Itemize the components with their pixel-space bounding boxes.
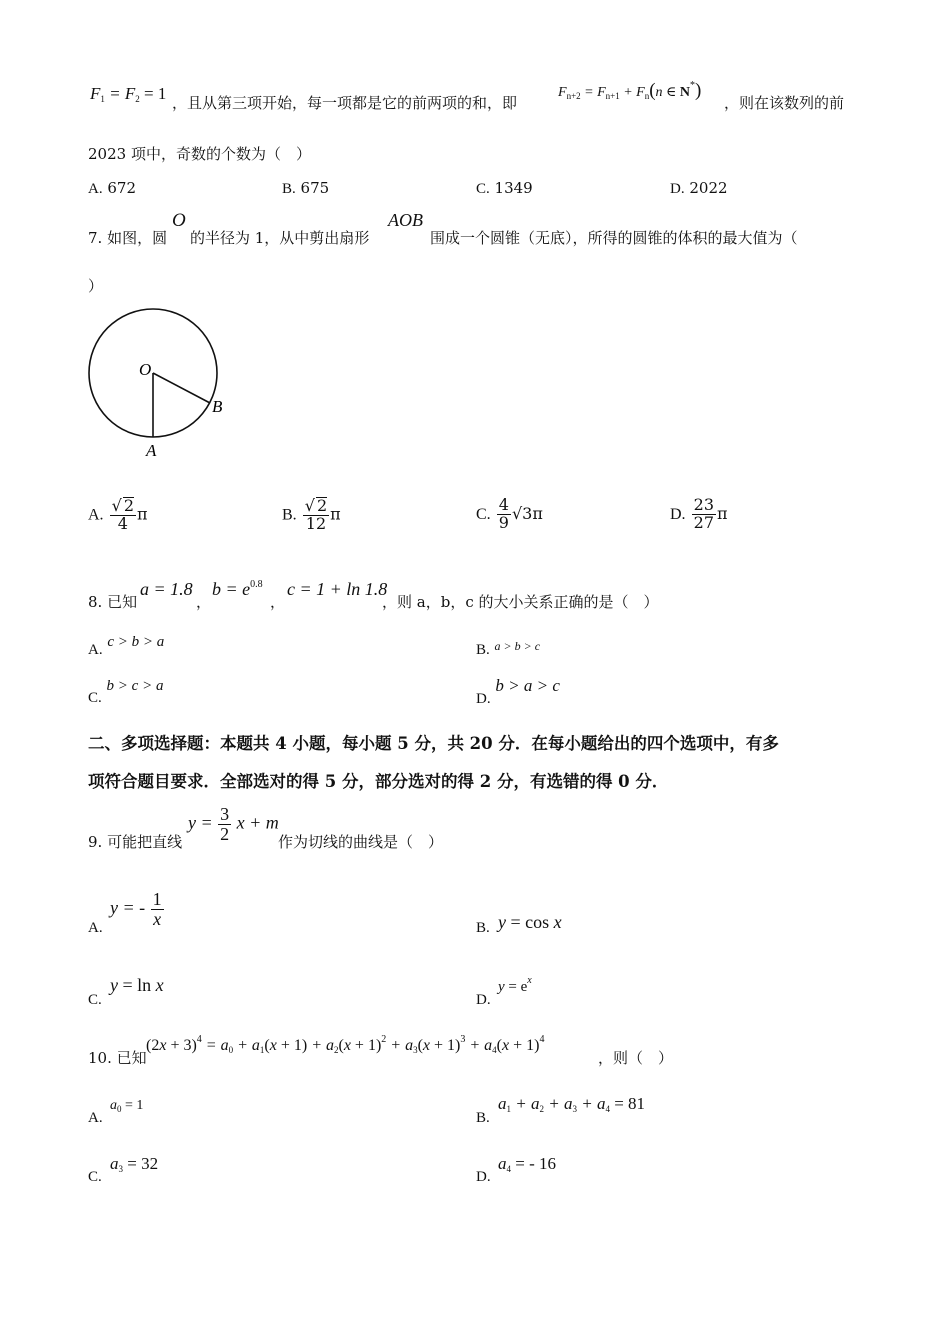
q8-comma-1: ， <box>196 593 212 611</box>
q7-end: 围成一个圆锥（无底），所得的圆锥的体积的最大值为（ <box>430 229 798 247</box>
q9-option-b-formula: y = cos x <box>498 912 562 932</box>
q10-option-d-formula: $a_4$ = - 16 <box>498 1154 556 1174</box>
q6-formula-f1f2: $F_1 = F_2 = 1$ <box>90 84 167 104</box>
q9-end: 作为切线的曲线是（ ） <box>278 833 444 851</box>
q9-option-a-formula: y = - $\frac{1}{x}$ <box>110 889 162 929</box>
q7-option-a: A. $\frac{√ 2}{4}$ π <box>88 496 148 533</box>
q9-prefix: 9. 可能把直线 <box>88 833 183 851</box>
q7-mid: 的半径为 1，从中剪出扇形 <box>190 229 370 247</box>
q8-c: c = 1 + ln 1.8 <box>287 579 388 599</box>
q8-prefix: 8. 已知 <box>88 593 138 611</box>
section2-heading-line2: 项符合题目要求．全部选对的得 5 分，部分选对的得 2 分，有选错的得 0 分． <box>88 772 669 791</box>
q9-line-equation: y = $\frac{3}{2}$ x + m <box>188 804 279 844</box>
q9-option-d: D. <box>476 992 491 1008</box>
q9-option-d-formula: $y = e^x$ <box>498 975 532 995</box>
q6-option-a: A. 672 <box>88 179 137 197</box>
section2-heading-line1: 二、多项选择题：本题共 4 小题，每小题 5 分，共 20 分．在每小题给出的四个选项中，有多 <box>88 734 779 753</box>
q7-option-c: C. $\frac{4}{9}$ √3π <box>476 495 543 532</box>
q10-option-b-formula: $a_1 + a_2 + a_3 + a_4 = 81$ <box>498 1094 646 1114</box>
figure-label-b: B <box>212 397 223 416</box>
q6-text-mid: ，且从第三项开始，每一项都是它的前两项的和，即 <box>172 94 518 112</box>
q7-option-d: D. $\frac{23}{27}$ π <box>670 495 728 532</box>
q7-prefix: 7. 如图，圆 <box>88 229 168 247</box>
q7-option-b: B. $\frac{√ 2}{12}$ π <box>282 496 341 533</box>
q10-formula: $(2x + 3)^4 = a_0 + a_1(x + 1) + a_2(x + 1)^2 + a_3(x + 1)^3 + a_4(x + 1)^4$ <box>146 1034 545 1055</box>
q8-option-a: A. c > b > a <box>88 634 165 658</box>
q6-formula-recurrence: $F_{n+2} = F_{n+1} + F_n(n$ ∈ N*) <box>558 80 702 101</box>
q6-option-d: D. 2022 <box>670 179 728 197</box>
q8-comma-2: ， <box>270 593 286 611</box>
q9-option-a: A. <box>88 920 103 936</box>
q8-b: $b = e^{0.8}$ <box>212 579 263 599</box>
q8-option-b: B. $^{a > b > c}$ <box>476 639 541 658</box>
q7-symbol-aob: AOB <box>388 210 423 230</box>
figure-label-a: A <box>146 441 157 460</box>
q9-option-c: C. <box>88 992 102 1008</box>
q6-option-c: C. 1349 <box>476 179 533 197</box>
q7-circle-figure <box>80 300 240 470</box>
q6-option-b: B. 675 <box>282 179 330 197</box>
q10-option-a-formula: $a_0 = 1$ <box>110 1098 144 1114</box>
q10-prefix: 10. 已知 <box>88 1049 147 1067</box>
q8-option-d: D. b > a > c <box>476 676 560 707</box>
q10-option-d: D. <box>476 1169 491 1185</box>
q10-end: ，则（ ） <box>598 1049 674 1067</box>
q7-line2: ） <box>88 277 104 295</box>
q10-option-b: B. <box>476 1110 490 1126</box>
q7-symbol-o: O <box>172 210 186 231</box>
q9-option-c-formula: y = ln x <box>110 975 164 995</box>
q6-line2: 2023 项中，奇数的个数为（ ） <box>88 145 311 163</box>
figure-label-o: O <box>139 360 152 379</box>
q8-option-c: C. b > c > a <box>88 678 164 706</box>
q10-option-c: C. <box>88 1169 102 1185</box>
q9-option-b: B. <box>476 920 490 936</box>
q10-option-a: A. <box>88 1110 103 1126</box>
q8-a: a = 1.8 <box>140 579 193 599</box>
q10-option-c-formula: $a_3 = 32$ <box>110 1154 159 1174</box>
q6-text-end: ，则在该数列的前 <box>724 94 845 112</box>
q8-end: ，则 a，b，c 的大小关系正确的是（ ） <box>382 593 659 611</box>
